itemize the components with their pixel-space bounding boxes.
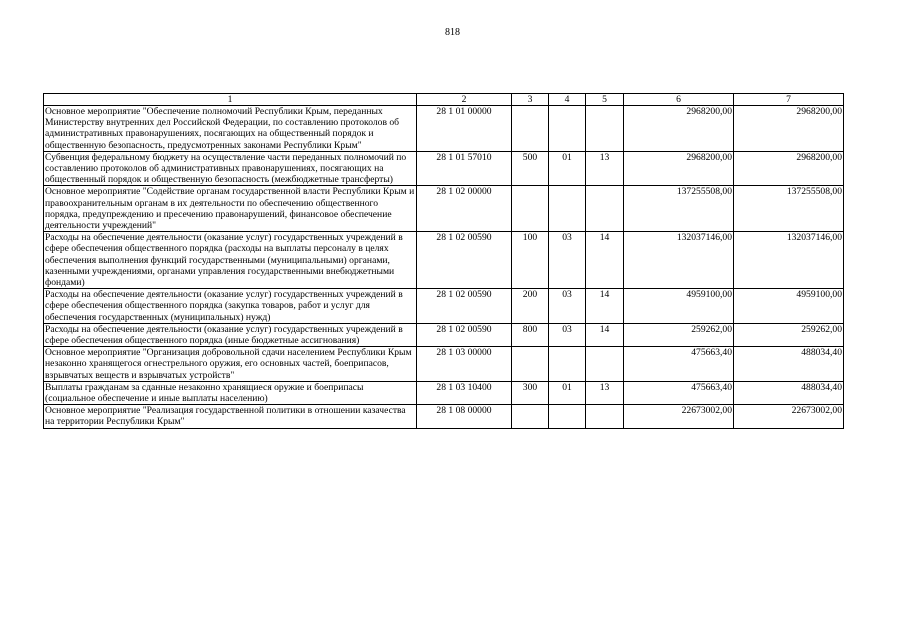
table-row <box>44 405 844 428</box>
subsection-code <box>586 405 624 428</box>
section-code: 01 <box>549 151 586 186</box>
expense-name: Основное мероприятие "Реализация государственной политики в отношении казачества на территории Республики Крым" <box>44 405 417 428</box>
subsection-code <box>586 186 624 232</box>
column-header: 3 <box>512 94 549 106</box>
expense-name: Основное мероприятие "Содействие органам государственной власти Республики Крым и правоохранительным органам в их деятельности по обеспечению общественного порядка, предупреждению и пресечению правонарушений, финансовое обеспечение деятельности учреждений" <box>44 186 417 232</box>
amount-col6: 259262,00 <box>624 323 734 346</box>
expense-name: Расходы на обеспечение деятельности (оказание услуг) государственных учреждений в сфере обеспечения общественного порядка (закупка товаров, работ и услуг для обеспечения государственных (муниципальных) нужд) <box>44 289 417 324</box>
table-row <box>44 289 844 324</box>
table-row <box>44 106 844 152</box>
subsection-code: 13 <box>586 381 624 404</box>
amount-col6: 22673002,00 <box>624 405 734 428</box>
subsection-code <box>586 347 624 382</box>
table-row <box>44 151 844 186</box>
target-article-code: 28 1 01 57010 <box>417 151 512 186</box>
amount-col6: 475663,40 <box>624 347 734 382</box>
target-article-code: 28 1 02 00590 <box>417 289 512 324</box>
amount-col7: 132037146,00 <box>734 232 844 289</box>
expense-name: Основное мероприятие "Обеспечение полномочий Республики Крым, переданных Министерству внутренних дел Российской Федерации, по составлению протоколов об административных правонарушениях, посягающих на общественный порядок и общественную безопасность, предусмотренных законами Республики Крым" <box>44 106 417 152</box>
table-row <box>44 232 844 289</box>
expense-type-code: 200 <box>512 289 549 324</box>
section-code: 01 <box>549 381 586 404</box>
amount-col7: 2968200,00 <box>734 106 844 152</box>
amount-col6: 4959100,00 <box>624 289 734 324</box>
expense-name: Основное мероприятие "Организация добровольной сдачи населением Республики Крым незаконно хранящегося огнестрельного оружия, его основных частей, боеприпасов, взрывчатых веществ и взрывчатых устройств" <box>44 347 417 382</box>
table-row <box>44 381 844 404</box>
subsection-code: 13 <box>586 151 624 186</box>
table-row <box>44 347 844 382</box>
target-article-code: 28 1 08 00000 <box>417 405 512 428</box>
amount-col7: 4959100,00 <box>734 289 844 324</box>
section-code <box>549 186 586 232</box>
subsection-code: 14 <box>586 289 624 324</box>
subsection-code <box>586 106 624 152</box>
amount-col6: 475663,40 <box>624 381 734 404</box>
column-header: 6 <box>624 94 734 106</box>
amount-col6: 132037146,00 <box>624 232 734 289</box>
expense-name: Выплаты гражданам за сданные незаконно хранящиеся оружие и боеприпасы (социальное обеспечение и иные выплаты населению) <box>44 381 417 404</box>
amount-col7: 2968200,00 <box>734 151 844 186</box>
amount-col7: 22673002,00 <box>734 405 844 428</box>
target-article-code: 28 1 02 00590 <box>417 232 512 289</box>
table-row <box>44 186 844 232</box>
section-code: 03 <box>549 232 586 289</box>
amount-col6: 2968200,00 <box>624 151 734 186</box>
column-header: 1 <box>44 94 417 106</box>
budget-table <box>43 93 844 429</box>
target-article-code: 28 1 02 00000 <box>417 186 512 232</box>
amount-col6: 2968200,00 <box>624 106 734 152</box>
expense-type-code <box>512 347 549 382</box>
expense-type-code <box>512 106 549 152</box>
amount-col6: 137255508,00 <box>624 186 734 232</box>
expense-name: Расходы на обеспечение деятельности (оказание услуг) государственных учреждений в сфере обеспечения общественного порядка (расходы на выплаты персоналу в целях обеспечения выполнения функций государственными (муниципальными) органами, казенными учреждениями, органами управления государственными внебюджетными фондами) <box>44 232 417 289</box>
expense-type-code: 800 <box>512 323 549 346</box>
target-article-code: 28 1 03 10400 <box>417 381 512 404</box>
expense-type-code: 100 <box>512 232 549 289</box>
target-article-code: 28 1 01 00000 <box>417 106 512 152</box>
amount-col7: 488034,40 <box>734 381 844 404</box>
table-row <box>44 323 844 346</box>
section-code <box>549 106 586 152</box>
section-code: 03 <box>549 289 586 324</box>
subsection-code: 14 <box>586 323 624 346</box>
expense-type-code <box>512 186 549 232</box>
column-header: 4 <box>549 94 586 106</box>
target-article-code: 28 1 03 00000 <box>417 347 512 382</box>
expense-type-code: 500 <box>512 151 549 186</box>
expense-name: Субвенция федеральному бюджету на осуществление части переданных полномочий по составлению протоколов об административных правонарушениях, посягающих на общественный порядок и общественную безопасность (межбюджетные трансферты) <box>44 151 417 186</box>
section-code <box>549 405 586 428</box>
expense-type-code: 300 <box>512 381 549 404</box>
subsection-code: 14 <box>586 232 624 289</box>
column-header: 2 <box>417 94 512 106</box>
page-number: 818 <box>445 27 460 38</box>
section-code <box>549 347 586 382</box>
column-header: 7 <box>734 94 844 106</box>
target-article-code: 28 1 02 00590 <box>417 323 512 346</box>
expense-name: Расходы на обеспечение деятельности (оказание услуг) государственных учреждений в сфере обеспечения общественного порядка (иные бюджетные ассигнования) <box>44 323 417 346</box>
table-header-row <box>44 94 844 106</box>
expense-type-code <box>512 405 549 428</box>
column-header: 5 <box>586 94 624 106</box>
amount-col7: 137255508,00 <box>734 186 844 232</box>
amount-col7: 488034,40 <box>734 347 844 382</box>
section-code: 03 <box>549 323 586 346</box>
amount-col7: 259262,00 <box>734 323 844 346</box>
